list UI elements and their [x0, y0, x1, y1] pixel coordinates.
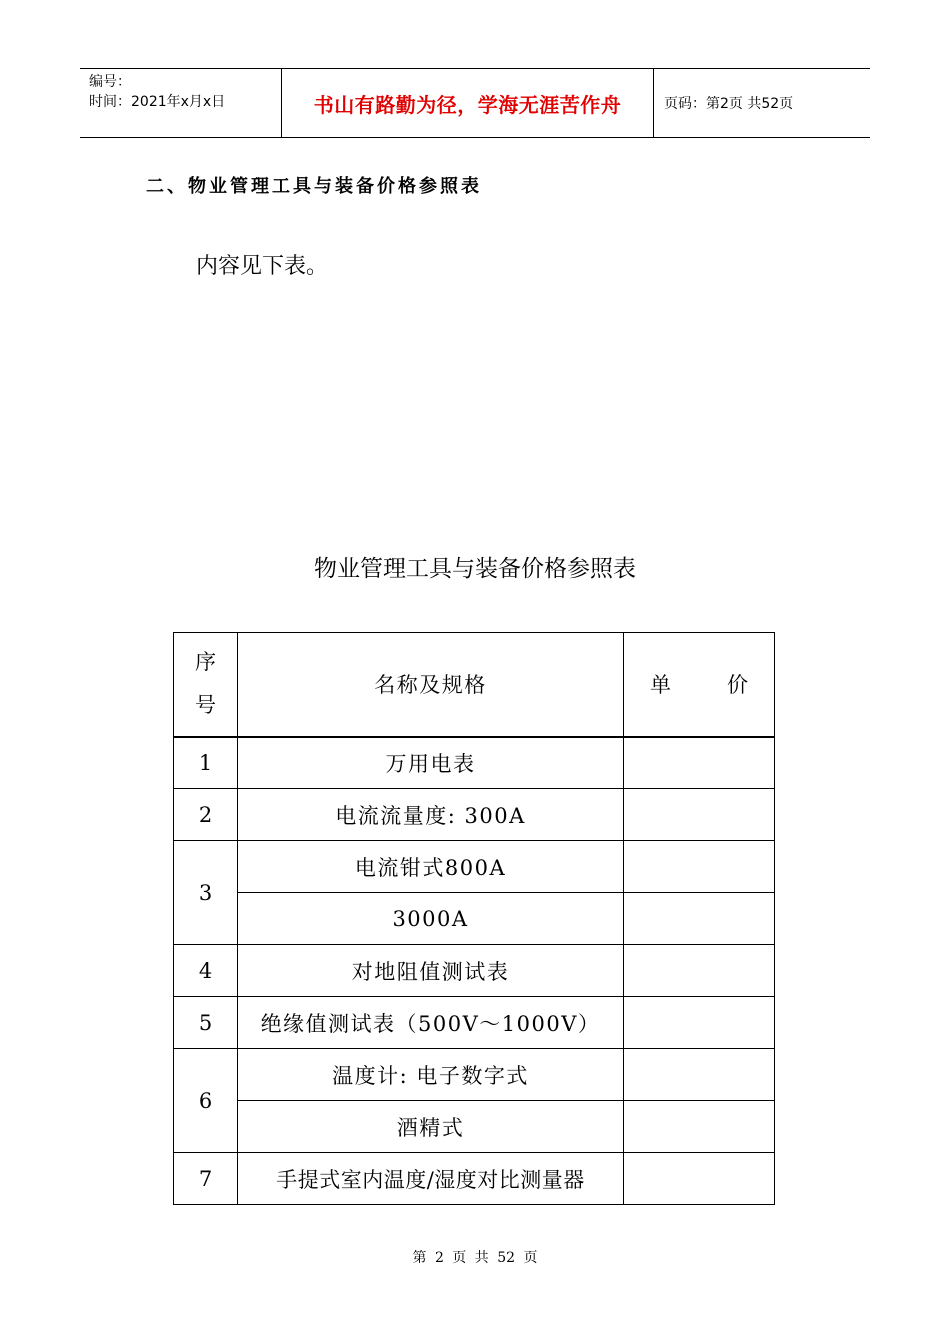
row-no: 2: [174, 789, 238, 841]
row-name: 酒精式: [238, 1101, 624, 1153]
row-name: 电流钳式800A: [238, 841, 624, 893]
row-no: 5: [174, 997, 238, 1049]
row-no: 3: [174, 841, 238, 945]
row-name: 万用电表: [238, 737, 624, 789]
table-row: [174, 1101, 775, 1153]
row-price: [624, 841, 775, 893]
row-name: 3000A: [238, 893, 624, 945]
header-page-info: [654, 69, 870, 137]
table-row: [174, 789, 775, 841]
row-price: [624, 1049, 775, 1101]
row-no: 4: [174, 945, 238, 997]
table-row: [174, 1049, 775, 1101]
row-price: [624, 789, 775, 841]
row-no: 7: [174, 1153, 238, 1205]
section-heading: 二、物业管理工具与装备价格参照表: [146, 176, 482, 197]
row-name: 温度计: 电子数字式: [238, 1049, 624, 1101]
code-label: 编号：: [89, 74, 131, 90]
intro-text: 内容见下表。: [196, 254, 329, 279]
table-title: 物业管理工具与装备价格参照表: [314, 556, 636, 582]
date-line: 时间：2021年x月x日: [89, 94, 226, 110]
header-motto: [281, 69, 654, 137]
header-no-top: 序: [195, 650, 216, 675]
row-price: [624, 1101, 775, 1153]
row-price: [624, 997, 775, 1049]
table-header-row: [174, 633, 775, 737]
document-header: [80, 68, 870, 138]
row-no: 6: [174, 1049, 238, 1153]
table-row: [174, 737, 775, 789]
header-meta: [80, 69, 281, 137]
price-table: [173, 632, 775, 1205]
header-price-left: 单: [650, 673, 671, 698]
row-price: [624, 893, 775, 945]
table-row: [174, 997, 775, 1049]
header-no: [174, 633, 238, 737]
row-name: 绝缘值测试表（500V～1000V）: [238, 997, 624, 1049]
page-info-text: 页码：第2页 共52页: [664, 96, 794, 112]
motto-text: 书山有路勤为径，学海无涯苦作舟: [313, 92, 622, 117]
row-price: [624, 737, 775, 789]
header-price: [624, 633, 775, 737]
header-name: 名称及规格: [238, 633, 624, 737]
table-row: [174, 1153, 775, 1205]
row-name: 电流流量度: 300A: [238, 789, 624, 841]
table-row: [174, 893, 775, 945]
row-price: [624, 945, 775, 997]
table-row: [174, 945, 775, 997]
table-row: [174, 841, 775, 893]
row-name: 对地阻值测试表: [238, 945, 624, 997]
row-no: 1: [174, 737, 238, 789]
row-name: 手提式室内温度/湿度对比测量器: [238, 1153, 624, 1205]
row-price: [624, 1153, 775, 1205]
page-footer: 第 2 页 共 52 页: [412, 1250, 538, 1266]
header-no-bottom: 号: [195, 693, 216, 718]
header-price-right: 价: [727, 673, 748, 698]
